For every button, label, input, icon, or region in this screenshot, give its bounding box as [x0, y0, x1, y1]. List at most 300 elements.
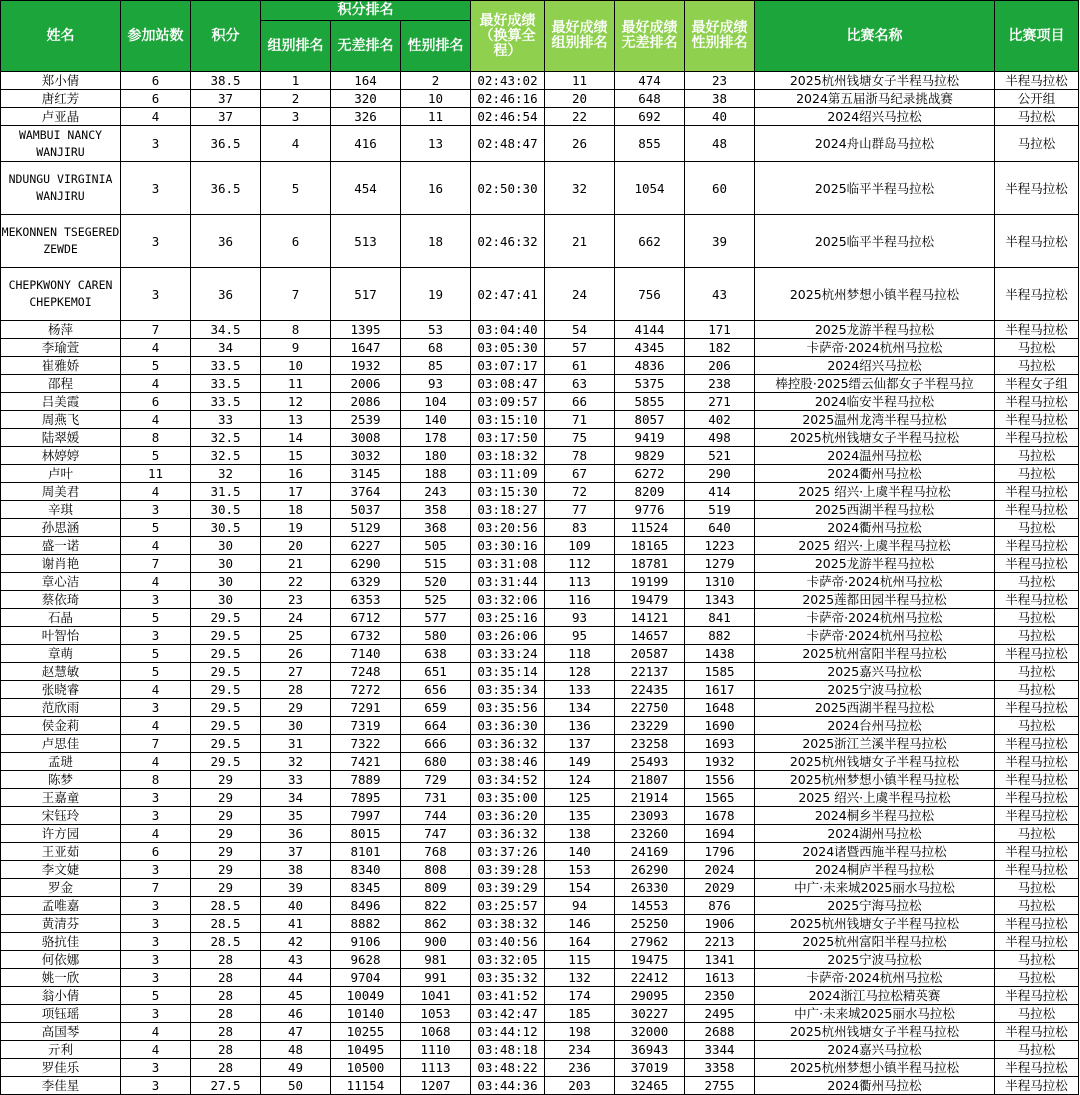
cell-best-overall-rank: 20587: [615, 645, 685, 663]
cell-best-time: 03:35:00: [471, 789, 545, 807]
cell-race-name: 卡萨帝·2024杭州马拉松: [755, 609, 995, 627]
cell-name: 张晓睿: [1, 681, 121, 699]
cell-overall-rank: 7421: [331, 753, 401, 771]
cell-best-group-rank: 66: [545, 393, 615, 411]
cell-gender-rank: 731: [401, 789, 471, 807]
cell-best-gender-rank: 182: [685, 339, 755, 357]
cell-overall-rank: 10140: [331, 1005, 401, 1023]
header-name: 姓名: [1, 1, 121, 72]
cell-gender-rank: 577: [401, 609, 471, 627]
cell-name: 侯金莉: [1, 717, 121, 735]
cell-stations: 3: [121, 699, 191, 717]
cell-overall-rank: 3008: [331, 429, 401, 447]
cell-race-type: 半程马拉松: [995, 753, 1079, 771]
cell-best-time: 02:46:54: [471, 108, 545, 126]
cell-overall-rank: 3032: [331, 447, 401, 465]
table-header: [1, 1, 1079, 72]
cell-name: 谢肖艳: [1, 555, 121, 573]
cell-gender-rank: 10: [401, 90, 471, 108]
cell-best-time: 03:35:14: [471, 663, 545, 681]
cell-race-type: 半程马拉松: [995, 215, 1079, 268]
cell-best-time: 03:25:57: [471, 897, 545, 915]
cell-gender-rank: 768: [401, 843, 471, 861]
cell-best-time: 03:32:06: [471, 591, 545, 609]
cell-race-name: 卡萨帝·2024杭州马拉松: [755, 573, 995, 591]
cell-best-overall-rank: 1054: [615, 162, 685, 215]
cell-gender-rank: 1207: [401, 1077, 471, 1095]
cell-race-name: 2024诸暨西施半程马拉松: [755, 843, 995, 861]
cell-points: 32: [191, 465, 261, 483]
cell-stations: 4: [121, 825, 191, 843]
cell-best-group-rank: 71: [545, 411, 615, 429]
cell-gender-rank: 680: [401, 753, 471, 771]
cell-race-type: 马拉松: [995, 573, 1079, 591]
cell-stations: 4: [121, 537, 191, 555]
cell-overall-rank: 2086: [331, 393, 401, 411]
cell-race-type: 马拉松: [995, 357, 1079, 375]
cell-best-group-rank: 128: [545, 663, 615, 681]
cell-best-group-rank: 115: [545, 951, 615, 969]
table-row: [1, 609, 1079, 627]
cell-best-overall-rank: 9419: [615, 429, 685, 447]
cell-race-type: 马拉松: [995, 717, 1079, 735]
cell-gender-rank: 1110: [401, 1041, 471, 1059]
cell-overall-rank: 8496: [331, 897, 401, 915]
cell-gender-rank: 505: [401, 537, 471, 555]
cell-stations: 3: [121, 1077, 191, 1095]
cell-overall-rank: 10500: [331, 1059, 401, 1077]
cell-race-name: 2025嘉兴马拉松: [755, 663, 995, 681]
cell-overall-rank: 9106: [331, 933, 401, 951]
table-row: [1, 879, 1079, 897]
cell-points: 29: [191, 879, 261, 897]
cell-best-gender-rank: 1648: [685, 699, 755, 717]
cell-best-overall-rank: 23260: [615, 825, 685, 843]
cell-best-gender-rank: 1343: [685, 591, 755, 609]
cell-best-group-rank: 57: [545, 339, 615, 357]
cell-race-name: 2024衢州马拉松: [755, 1077, 995, 1095]
cell-race-name: 2025杭州梦想小镇半程马拉松: [755, 1059, 995, 1077]
cell-gender-rank: 525: [401, 591, 471, 609]
cell-stations: 5: [121, 663, 191, 681]
cell-gender-rank: 1053: [401, 1005, 471, 1023]
cell-best-gender-rank: 40: [685, 108, 755, 126]
cell-points: 33.5: [191, 393, 261, 411]
cell-gender-rank: 93: [401, 375, 471, 393]
cell-race-type: 马拉松: [995, 108, 1079, 126]
cell-name: 孙思涵: [1, 519, 121, 537]
cell-stations: 3: [121, 215, 191, 268]
cell-race-name: 2025龙游半程马拉松: [755, 555, 995, 573]
cell-best-overall-rank: 27962: [615, 933, 685, 951]
cell-stations: 3: [121, 1005, 191, 1023]
cell-best-overall-rank: 756: [615, 268, 685, 321]
cell-gender-rank: 1041: [401, 987, 471, 1005]
header-group-rank: 组别排名: [261, 21, 331, 72]
cell-best-overall-rank: 19199: [615, 573, 685, 591]
cell-best-overall-rank: 5855: [615, 393, 685, 411]
cell-best-time: 03:36:30: [471, 717, 545, 735]
cell-best-group-rank: 112: [545, 555, 615, 573]
cell-race-type: 半程马拉松: [995, 771, 1079, 789]
cell-gender-rank: 104: [401, 393, 471, 411]
cell-best-group-rank: 95: [545, 627, 615, 645]
cell-points: 29.5: [191, 663, 261, 681]
cell-race-name: 2025宁海马拉松: [755, 897, 995, 915]
cell-group-rank: 1: [261, 72, 331, 90]
cell-name: 项钰瑶: [1, 1005, 121, 1023]
cell-best-overall-rank: 21914: [615, 789, 685, 807]
cell-gender-rank: 822: [401, 897, 471, 915]
cell-points: 30.5: [191, 501, 261, 519]
cell-group-rank: 8: [261, 321, 331, 339]
cell-best-group-rank: 164: [545, 933, 615, 951]
cell-best-overall-rank: 24169: [615, 843, 685, 861]
cell-group-rank: 33: [261, 771, 331, 789]
cell-stations: 3: [121, 897, 191, 915]
cell-stations: 3: [121, 162, 191, 215]
cell-best-time: 03:11:09: [471, 465, 545, 483]
cell-best-gender-rank: 1310: [685, 573, 755, 591]
cell-group-rank: 28: [261, 681, 331, 699]
cell-group-rank: 25: [261, 627, 331, 645]
cell-best-gender-rank: 2755: [685, 1077, 755, 1095]
cell-gender-rank: 520: [401, 573, 471, 591]
cell-best-time: 03:34:52: [471, 771, 545, 789]
cell-best-time: 03:41:52: [471, 987, 545, 1005]
cell-name: 亓利: [1, 1041, 121, 1059]
cell-best-overall-rank: 23229: [615, 717, 685, 735]
cell-overall-rank: 7889: [331, 771, 401, 789]
cell-best-gender-rank: 1690: [685, 717, 755, 735]
cell-overall-rank: 2539: [331, 411, 401, 429]
cell-points: 28.5: [191, 915, 261, 933]
cell-race-name: 2024第五届浙马纪录挑战赛: [755, 90, 995, 108]
cell-best-time: 03:15:10: [471, 411, 545, 429]
cell-gender-rank: 2: [401, 72, 471, 90]
cell-best-time: 03:09:57: [471, 393, 545, 411]
cell-race-type: 马拉松: [995, 126, 1079, 162]
cell-race-type: 半程马拉松: [995, 843, 1079, 861]
table-row: [1, 933, 1079, 951]
cell-best-group-rank: 78: [545, 447, 615, 465]
header-overall-rank: 无差排名: [331, 21, 401, 72]
cell-points: 29: [191, 861, 261, 879]
cell-overall-rank: 3764: [331, 483, 401, 501]
cell-gender-rank: 862: [401, 915, 471, 933]
cell-gender-rank: 651: [401, 663, 471, 681]
cell-overall-rank: 6290: [331, 555, 401, 573]
cell-overall-rank: 1395: [331, 321, 401, 339]
cell-best-group-rank: 22: [545, 108, 615, 126]
cell-points: 36: [191, 215, 261, 268]
cell-gender-rank: 981: [401, 951, 471, 969]
table-row: [1, 465, 1079, 483]
cell-best-group-rank: 24: [545, 268, 615, 321]
cell-name: 吕美霞: [1, 393, 121, 411]
cell-best-group-rank: 135: [545, 807, 615, 825]
cell-best-gender-rank: 2350: [685, 987, 755, 1005]
cell-best-time: 03:04:40: [471, 321, 545, 339]
cell-stations: 3: [121, 1059, 191, 1077]
cell-stations: 3: [121, 861, 191, 879]
cell-race-name: 2024嘉兴马拉松: [755, 1041, 995, 1059]
cell-name: 辛琪: [1, 501, 121, 519]
cell-gender-rank: 1113: [401, 1059, 471, 1077]
cell-best-group-rank: 149: [545, 753, 615, 771]
cell-best-gender-rank: 1694: [685, 825, 755, 843]
cell-group-rank: 15: [261, 447, 331, 465]
cell-gender-rank: 666: [401, 735, 471, 753]
cell-points: 28.5: [191, 897, 261, 915]
table-row: [1, 72, 1079, 90]
cell-group-rank: 9: [261, 339, 331, 357]
cell-gender-rank: 991: [401, 969, 471, 987]
cell-points: 36: [191, 268, 261, 321]
cell-gender-rank: 1068: [401, 1023, 471, 1041]
cell-gender-rank: 11: [401, 108, 471, 126]
table-row: [1, 215, 1079, 268]
cell-best-group-rank: 234: [545, 1041, 615, 1059]
cell-best-time: 03:38:46: [471, 753, 545, 771]
cell-stations: 4: [121, 411, 191, 429]
cell-group-rank: 24: [261, 609, 331, 627]
cell-race-type: 半程马拉松: [995, 789, 1079, 807]
cell-best-gender-rank: 238: [685, 375, 755, 393]
header-best-group-rank: 最好成绩组别排名: [545, 1, 615, 72]
cell-group-rank: 4: [261, 126, 331, 162]
table-row: [1, 735, 1079, 753]
cell-name: 李佳星: [1, 1077, 121, 1095]
cell-stations: 3: [121, 591, 191, 609]
cell-race-type: 半程马拉松: [995, 1023, 1079, 1041]
cell-best-group-rank: 132: [545, 969, 615, 987]
cell-group-rank: 34: [261, 789, 331, 807]
cell-name: 章萌: [1, 645, 121, 663]
cell-overall-rank: 8882: [331, 915, 401, 933]
cell-best-group-rank: 185: [545, 1005, 615, 1023]
cell-best-time: 03:35:56: [471, 699, 545, 717]
header-race-name: 比赛名称: [755, 1, 995, 72]
table-row: [1, 1041, 1079, 1059]
cell-group-rank: 11: [261, 375, 331, 393]
cell-best-overall-rank: 36943: [615, 1041, 685, 1059]
cell-points: 29: [191, 789, 261, 807]
cell-overall-rank: 3145: [331, 465, 401, 483]
cell-race-name: 2025 绍兴·上虞半程马拉松: [755, 537, 995, 555]
cell-stations: 3: [121, 501, 191, 519]
cell-best-group-rank: 26: [545, 126, 615, 162]
cell-best-gender-rank: 206: [685, 357, 755, 375]
cell-stations: 4: [121, 681, 191, 699]
cell-race-type: 马拉松: [995, 627, 1079, 645]
cell-race-type: 半程马拉松: [995, 268, 1079, 321]
table-row: [1, 501, 1079, 519]
header-stations: 参加站数: [121, 1, 191, 72]
cell-group-rank: 26: [261, 645, 331, 663]
cell-group-rank: 17: [261, 483, 331, 501]
cell-overall-rank: 416: [331, 126, 401, 162]
cell-group-rank: 20: [261, 537, 331, 555]
cell-race-type: 马拉松: [995, 681, 1079, 699]
cell-stations: 5: [121, 645, 191, 663]
cell-race-type: 马拉松: [995, 897, 1079, 915]
cell-points: 37: [191, 90, 261, 108]
cell-group-rank: 27: [261, 663, 331, 681]
cell-best-time: 03:35:32: [471, 969, 545, 987]
cell-race-name: 2025西湖半程马拉松: [755, 501, 995, 519]
cell-gender-rank: 53: [401, 321, 471, 339]
table-row: [1, 789, 1079, 807]
cell-race-type: 马拉松: [995, 465, 1079, 483]
cell-overall-rank: 513: [331, 215, 401, 268]
cell-group-rank: 31: [261, 735, 331, 753]
cell-stations: 4: [121, 573, 191, 591]
cell-best-overall-rank: 4144: [615, 321, 685, 339]
cell-best-group-rank: 174: [545, 987, 615, 1005]
cell-best-gender-rank: 1906: [685, 915, 755, 933]
cell-race-name: 2025莲都田园半程马拉松: [755, 591, 995, 609]
cell-name: 叶智怡: [1, 627, 121, 645]
cell-gender-rank: 243: [401, 483, 471, 501]
cell-race-name: 2024舟山群岛马拉松: [755, 126, 995, 162]
cell-best-time: 03:39:29: [471, 879, 545, 897]
cell-race-type: 半程马拉松: [995, 1077, 1079, 1095]
cell-stations: 6: [121, 90, 191, 108]
table-row: [1, 393, 1079, 411]
cell-stations: 6: [121, 72, 191, 90]
cell-best-time: 03:42:47: [471, 1005, 545, 1023]
table-row: [1, 162, 1079, 215]
cell-name: 黄清芬: [1, 915, 121, 933]
cell-name: 翁小倩: [1, 987, 121, 1005]
cell-race-type: 马拉松: [995, 1005, 1079, 1023]
header-points-rank-group: 积分排名: [261, 1, 471, 21]
cell-name: 孟琎: [1, 753, 121, 771]
cell-name: CHEPKWONY CAREN CHEPKEMOI: [1, 268, 121, 321]
cell-gender-rank: 140: [401, 411, 471, 429]
cell-best-time: 03:30:16: [471, 537, 545, 555]
table-row: [1, 1077, 1079, 1095]
cell-points: 29.5: [191, 717, 261, 735]
cell-best-group-rank: 113: [545, 573, 615, 591]
cell-best-group-rank: 203: [545, 1077, 615, 1095]
cell-name: 唐红芳: [1, 90, 121, 108]
cell-best-time: 02:48:47: [471, 126, 545, 162]
cell-name: 赵慧敏: [1, 663, 121, 681]
cell-race-type: 半程马拉松: [995, 72, 1079, 90]
cell-best-time: 03:25:16: [471, 609, 545, 627]
cell-group-rank: 49: [261, 1059, 331, 1077]
cell-name: 陈梦: [1, 771, 121, 789]
cell-best-gender-rank: 1223: [685, 537, 755, 555]
cell-name: 骆抗佳: [1, 933, 121, 951]
table-row: [1, 969, 1079, 987]
cell-best-time: 03:44:36: [471, 1077, 545, 1095]
cell-overall-rank: 7272: [331, 681, 401, 699]
cell-best-time: 03:32:05: [471, 951, 545, 969]
cell-best-time: 03:37:26: [471, 843, 545, 861]
cell-best-gender-rank: 290: [685, 465, 755, 483]
cell-best-gender-rank: 1585: [685, 663, 755, 681]
cell-best-gender-rank: 60: [685, 162, 755, 215]
cell-group-rank: 10: [261, 357, 331, 375]
table-row: [1, 681, 1079, 699]
cell-best-gender-rank: 882: [685, 627, 755, 645]
cell-best-gender-rank: 1693: [685, 735, 755, 753]
cell-stations: 3: [121, 268, 191, 321]
cell-best-gender-rank: 841: [685, 609, 755, 627]
cell-group-rank: 22: [261, 573, 331, 591]
cell-points: 29.5: [191, 645, 261, 663]
cell-race-name: 2024湖州马拉松: [755, 825, 995, 843]
cell-best-group-rank: 11: [545, 72, 615, 90]
cell-name: 卢思佳: [1, 735, 121, 753]
cell-best-gender-rank: 521: [685, 447, 755, 465]
cell-group-rank: 18: [261, 501, 331, 519]
cell-gender-rank: 85: [401, 357, 471, 375]
cell-name: 蔡依琦: [1, 591, 121, 609]
cell-best-gender-rank: 2029: [685, 879, 755, 897]
cell-group-rank: 32: [261, 753, 331, 771]
cell-race-type: 马拉松: [995, 609, 1079, 627]
cell-best-gender-rank: 402: [685, 411, 755, 429]
cell-best-time: 03:08:47: [471, 375, 545, 393]
cell-points: 30.5: [191, 519, 261, 537]
cell-race-name: 2025杭州梦想小镇半程马拉松: [755, 771, 995, 789]
cell-race-type: 半程马拉松: [995, 933, 1079, 951]
cell-name: 郑小倩: [1, 72, 121, 90]
cell-points: 36.5: [191, 126, 261, 162]
cell-best-time: 03:38:32: [471, 915, 545, 933]
cell-gender-rank: 13: [401, 126, 471, 162]
cell-name: 崔雅娇: [1, 357, 121, 375]
cell-group-rank: 23: [261, 591, 331, 609]
cell-group-rank: 30: [261, 717, 331, 735]
cell-best-overall-rank: 14121: [615, 609, 685, 627]
header-best-time: 最好成绩（换算全程）: [471, 1, 545, 72]
cell-gender-rank: 808: [401, 861, 471, 879]
cell-race-name: 2025杭州钱塘女子半程马拉松: [755, 72, 995, 90]
cell-best-time: 03:33:24: [471, 645, 545, 663]
cell-stations: 5: [121, 357, 191, 375]
cell-best-time: 03:20:56: [471, 519, 545, 537]
cell-best-time: 03:07:17: [471, 357, 545, 375]
cell-stations: 4: [121, 339, 191, 357]
cell-race-type: 半程马拉松: [995, 162, 1079, 215]
cell-points: 28: [191, 1005, 261, 1023]
cell-name: 陆翠媛: [1, 429, 121, 447]
cell-best-group-rank: 146: [545, 915, 615, 933]
cell-name: 邵程: [1, 375, 121, 393]
header-points: 积分: [191, 1, 261, 72]
cell-best-overall-rank: 22137: [615, 663, 685, 681]
cell-best-group-rank: 93: [545, 609, 615, 627]
table-body: [1, 72, 1079, 1095]
cell-gender-rank: 747: [401, 825, 471, 843]
header-gender-rank: 性别排名: [401, 21, 471, 72]
cell-best-overall-rank: 23258: [615, 735, 685, 753]
cell-race-name: 2024衢州马拉松: [755, 465, 995, 483]
cell-gender-rank: 809: [401, 879, 471, 897]
cell-overall-rank: 7140: [331, 645, 401, 663]
cell-best-group-rank: 83: [545, 519, 615, 537]
cell-best-time: 03:18:32: [471, 447, 545, 465]
cell-race-name: 2025杭州富阳半程马拉松: [755, 933, 995, 951]
cell-best-gender-rank: 3344: [685, 1041, 755, 1059]
cell-race-name: 2024台州马拉松: [755, 717, 995, 735]
cell-race-type: 半程马拉松: [995, 429, 1079, 447]
